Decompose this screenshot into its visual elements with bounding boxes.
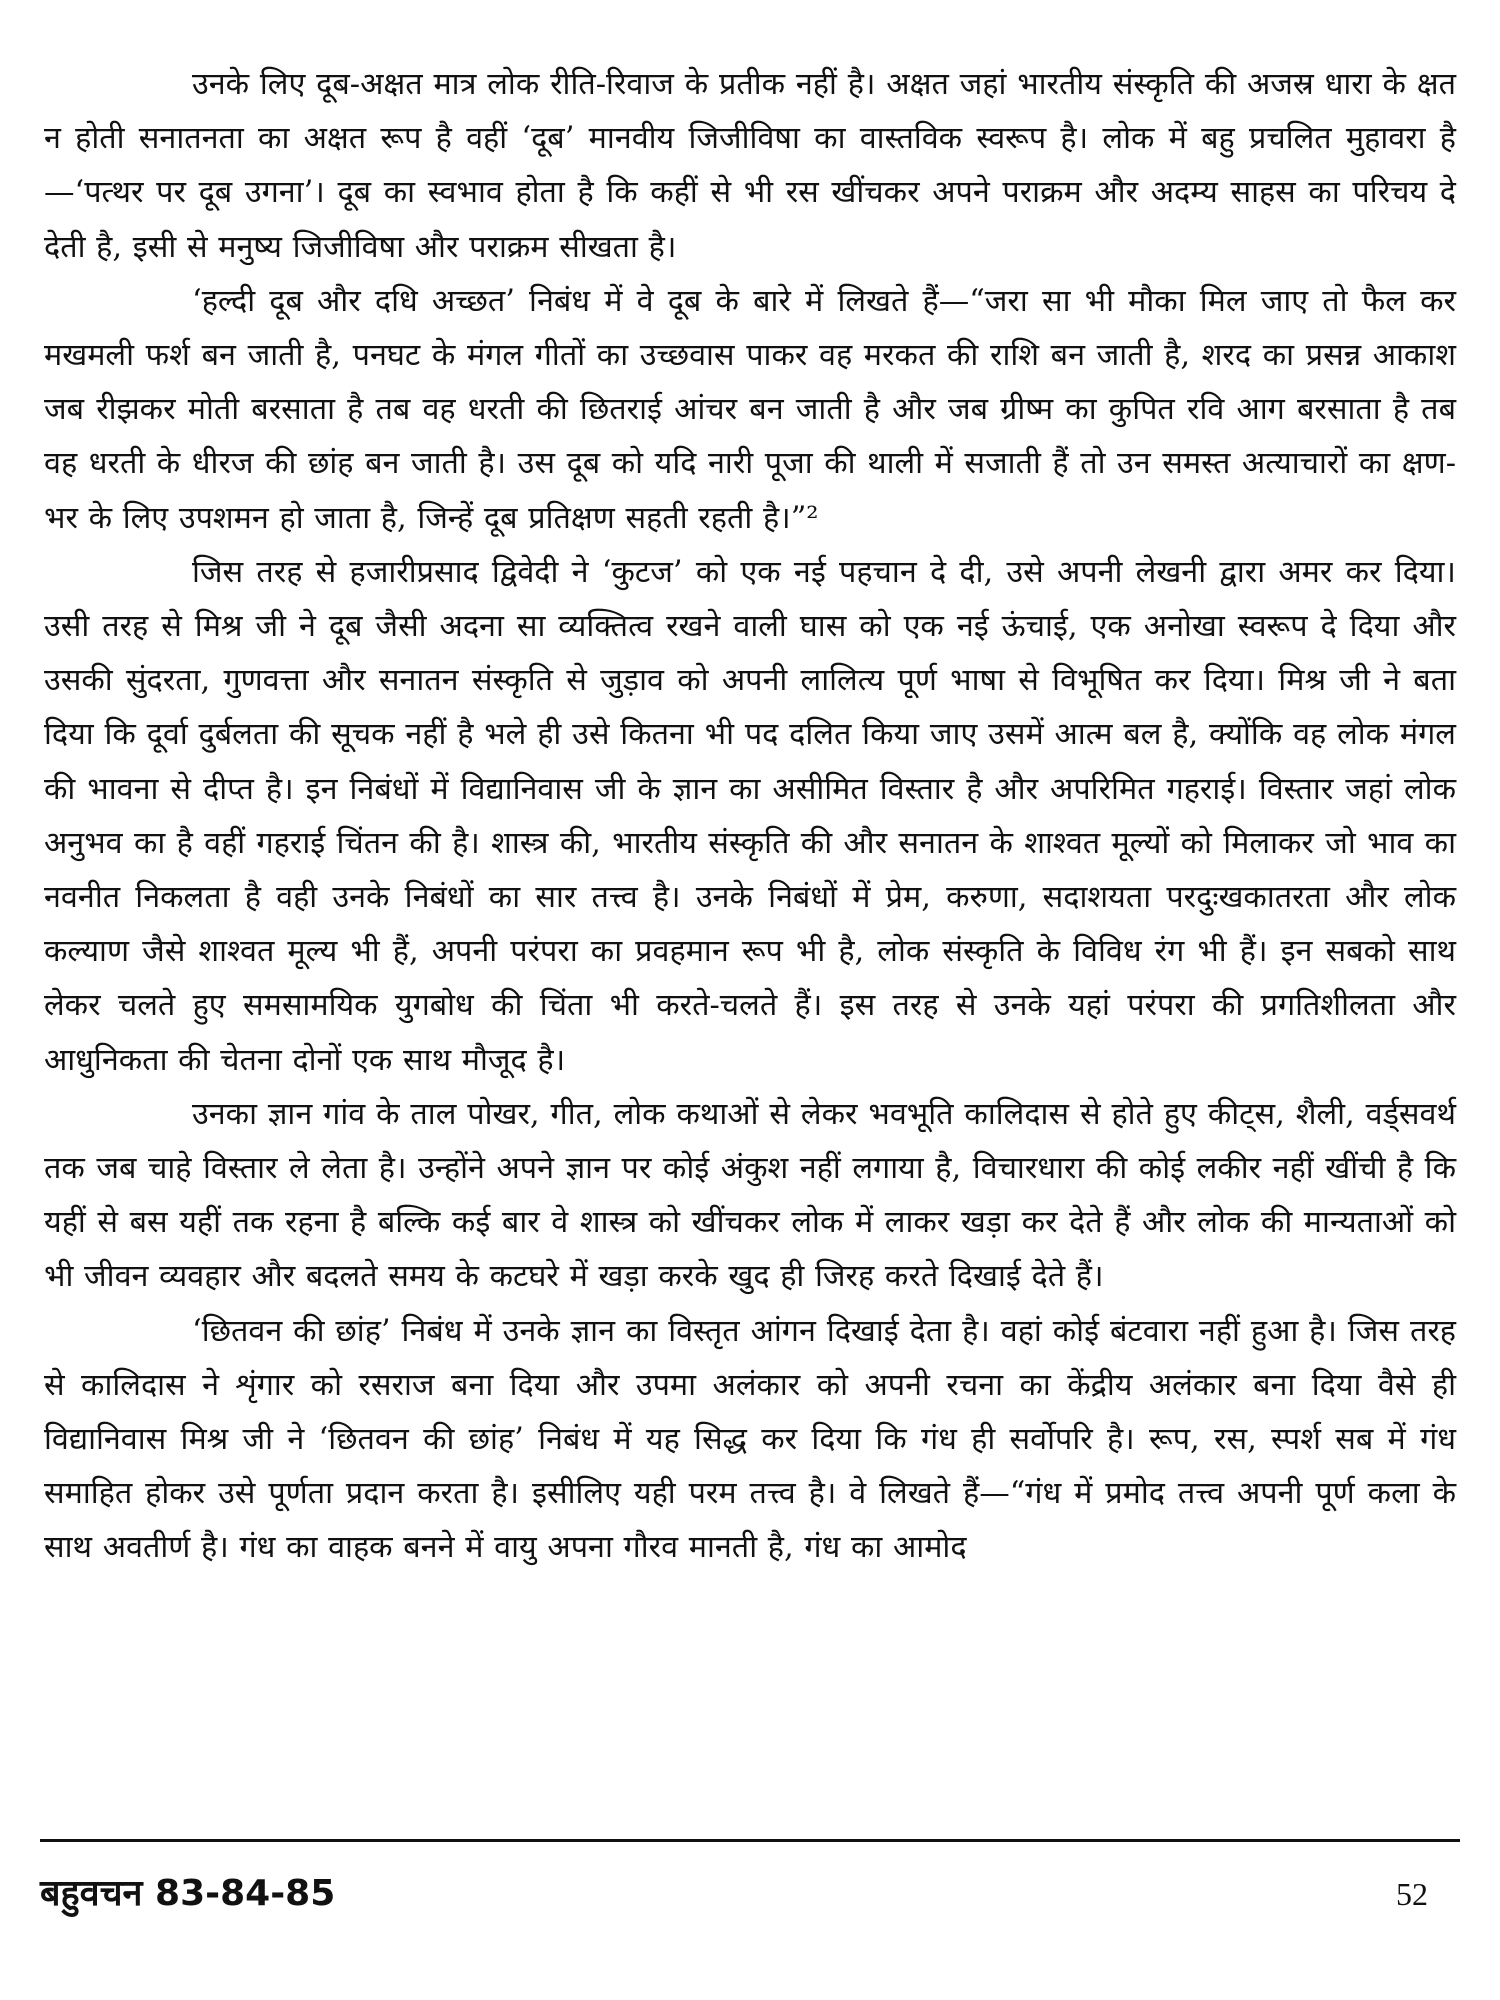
paragraph-1: उनके लिए दूब-अक्षत मात्र लोक रीति-रिवाज के प्रतीक नहीं है। अक्षत जहां भारतीय संस्कृति की अजस्र धारा के क्षत न होती सनातनता का अक्षत रूप है वहीं ‘दूब’ मानवीय जिजीविषा का वास्तविक स्वरूप है। लोक में बहु प्रचलित मुहावरा है—‘पत्थर पर दूब उगना’। दूब का स्वभाव होता है कि कहीं से भी रस खींचकर अपने पराक्रम और अदम्य साहस का परिचय दे देती है, इसी से मनुष्य जिजीविषा और पराक्रम सीखता है।	[44, 67, 1456, 265]
paragraph-2: ‘हल्दी दूब और दधि अच्छत’ निबंध में वे दूब के बारे में लिखते हैं—“जरा सा भी मौका मिल जाए तो फैल कर मखमली फर्श बन जाती है, पनघट के मंगल गीतों का उच्छवास पाकर वह मरकत की राशि बन जाती है, शरद का प्रसन्न आकाश जब रीझकर मोती बरसाता है तब वह धरती की छितराई आंचर बन जाती है और जब ग्रीष्म का कुपित रवि आग बरसाता है तब वह धरती के धीरज की छांह बन जाती है। उस दूब को यदि नारी पूजा की थाली में सजाती हैं तो उन समस्त अत्याचारों का क्षण-भर के लिए उपशमन हो जाता है, जिन्हें दूब प्रतिक्षण सहती रहती है।”²	[44, 283, 1456, 536]
footer-divider	[40, 1839, 1460, 1842]
paragraph-5: ‘छितवन की छांह’ निबंध में उनके ज्ञान का विस्तृत आंगन दिखाई देता है। वहां कोई बंटवारा नहीं हुआ है। जिस तरह से कालिदास ने शृंगार को रसराज बना दिया और उपमा अलंकार को अपनी रचना का केंद्रीय अलंकार बना दिया वैसे ही विद्यानिवास मिश्र जी ने ‘छितवन की छांह’ निबंध में यह सिद्ध कर दिया कि गंध ही सर्वोपरि है। रूप, रस, स्पर्श सब में गंध समाहित होकर उसे पूर्णता प्रदान करता है। इसीलिए यही परम तत्त्व है। वे लिखते हैं—“गंध में प्रमोद तत्त्व अपनी पूर्ण कला के साथ अवतीर्ण है। गंध का वाहक बनने में वायु अपना गौरव मानती है, गंध का आमोद	[44, 1313, 1456, 1566]
paragraph-3: जिस तरह से हजारीप्रसाद द्विवेदी ने ‘कुटज’ को एक नई पहचान दे दी, उसे अपनी लेखनी द्वारा अमर कर दिया। उसी तरह से मिश्र जी ने दूब जैसी अदना सा व्यक्तित्व रखने वाली घास को एक नई ऊंचाई, एक अनोखा स्वरूप दे दिया और उसकी सुंदरता, गुणवत्ता और सनातन संस्कृति से जुड़ाव को अपनी लालित्य पूर्ण भाषा से विभूषित कर दिया। मिश्र जी ने बता दिया कि दूर्वा दुर्बलता की सूचक नहीं है भले ही उसे कितना भी पद दलित किया जाए उसमें आत्म बल है, क्योंकि वह लोक मंगल की भावना से दीप्त है। इन निबंधों में विद्यानिवास जी के ज्ञान का असीमित विस्तार है और अपरिमित गहराई। विस्तार जहां लोक अनुभव का है वहीं गहराई चिंतन की है। शास्त्र की, भारतीय संस्कृति की और सनातन के शाश्वत मूल्यों को मिलाकर जो भाव का नवनीत निकलता है वही उनके निबंधों का सार तत्त्व है। उनके निबंधों में प्रेम, करुणा, सदाशयता परदुःखकातरता और लोक कल्याण जैसे शाश्वत मूल्य भी हैं, अपनी परंपरा का प्रवहमान रूप भी है, लोक संस्कृति के विविध रंग भी हैं। इन सबको साथ लेकर चलते हुए समसामयिक युगबोध की चिंता भी करते-चलते हैं। इस तरह से उनके यहां परंपरा की प्रगतिशीलता और आधुनिकता की चेतना दोनों एक साथ मौजूद है।	[44, 554, 1456, 1078]
paragraph-4: उनका ज्ञान गांव के ताल पोखर, गीत, लोक कथाओं से लेकर भवभूति कालिदास से होते हुए कीट्स, शैली, वर्ड्सवर्थ तक जब चाहे विस्तार ले लेता है। उन्होंने अपने ज्ञान पर कोई अंकुश नहीं लगाया है, विचारधारा की कोई लकीर नहीं खींची है कि यहीं से बस यहीं तक रहना है बल्कि कई बार वे शास्त्र को खींचकर लोक में लाकर खड़ा कर देते हैं और लोक की मान्यताओं को भी जीवन व्यवहार और बदलते समय के कटघरे में खड़ा करके खुद ही जिरह करते दिखाई देते हैं।	[44, 1096, 1456, 1295]
journal-title: बहुवचन 83-84-85	[40, 1873, 336, 1914]
article-body	[44, 58, 1456, 1576]
page-number: 52	[1396, 1876, 1428, 1912]
